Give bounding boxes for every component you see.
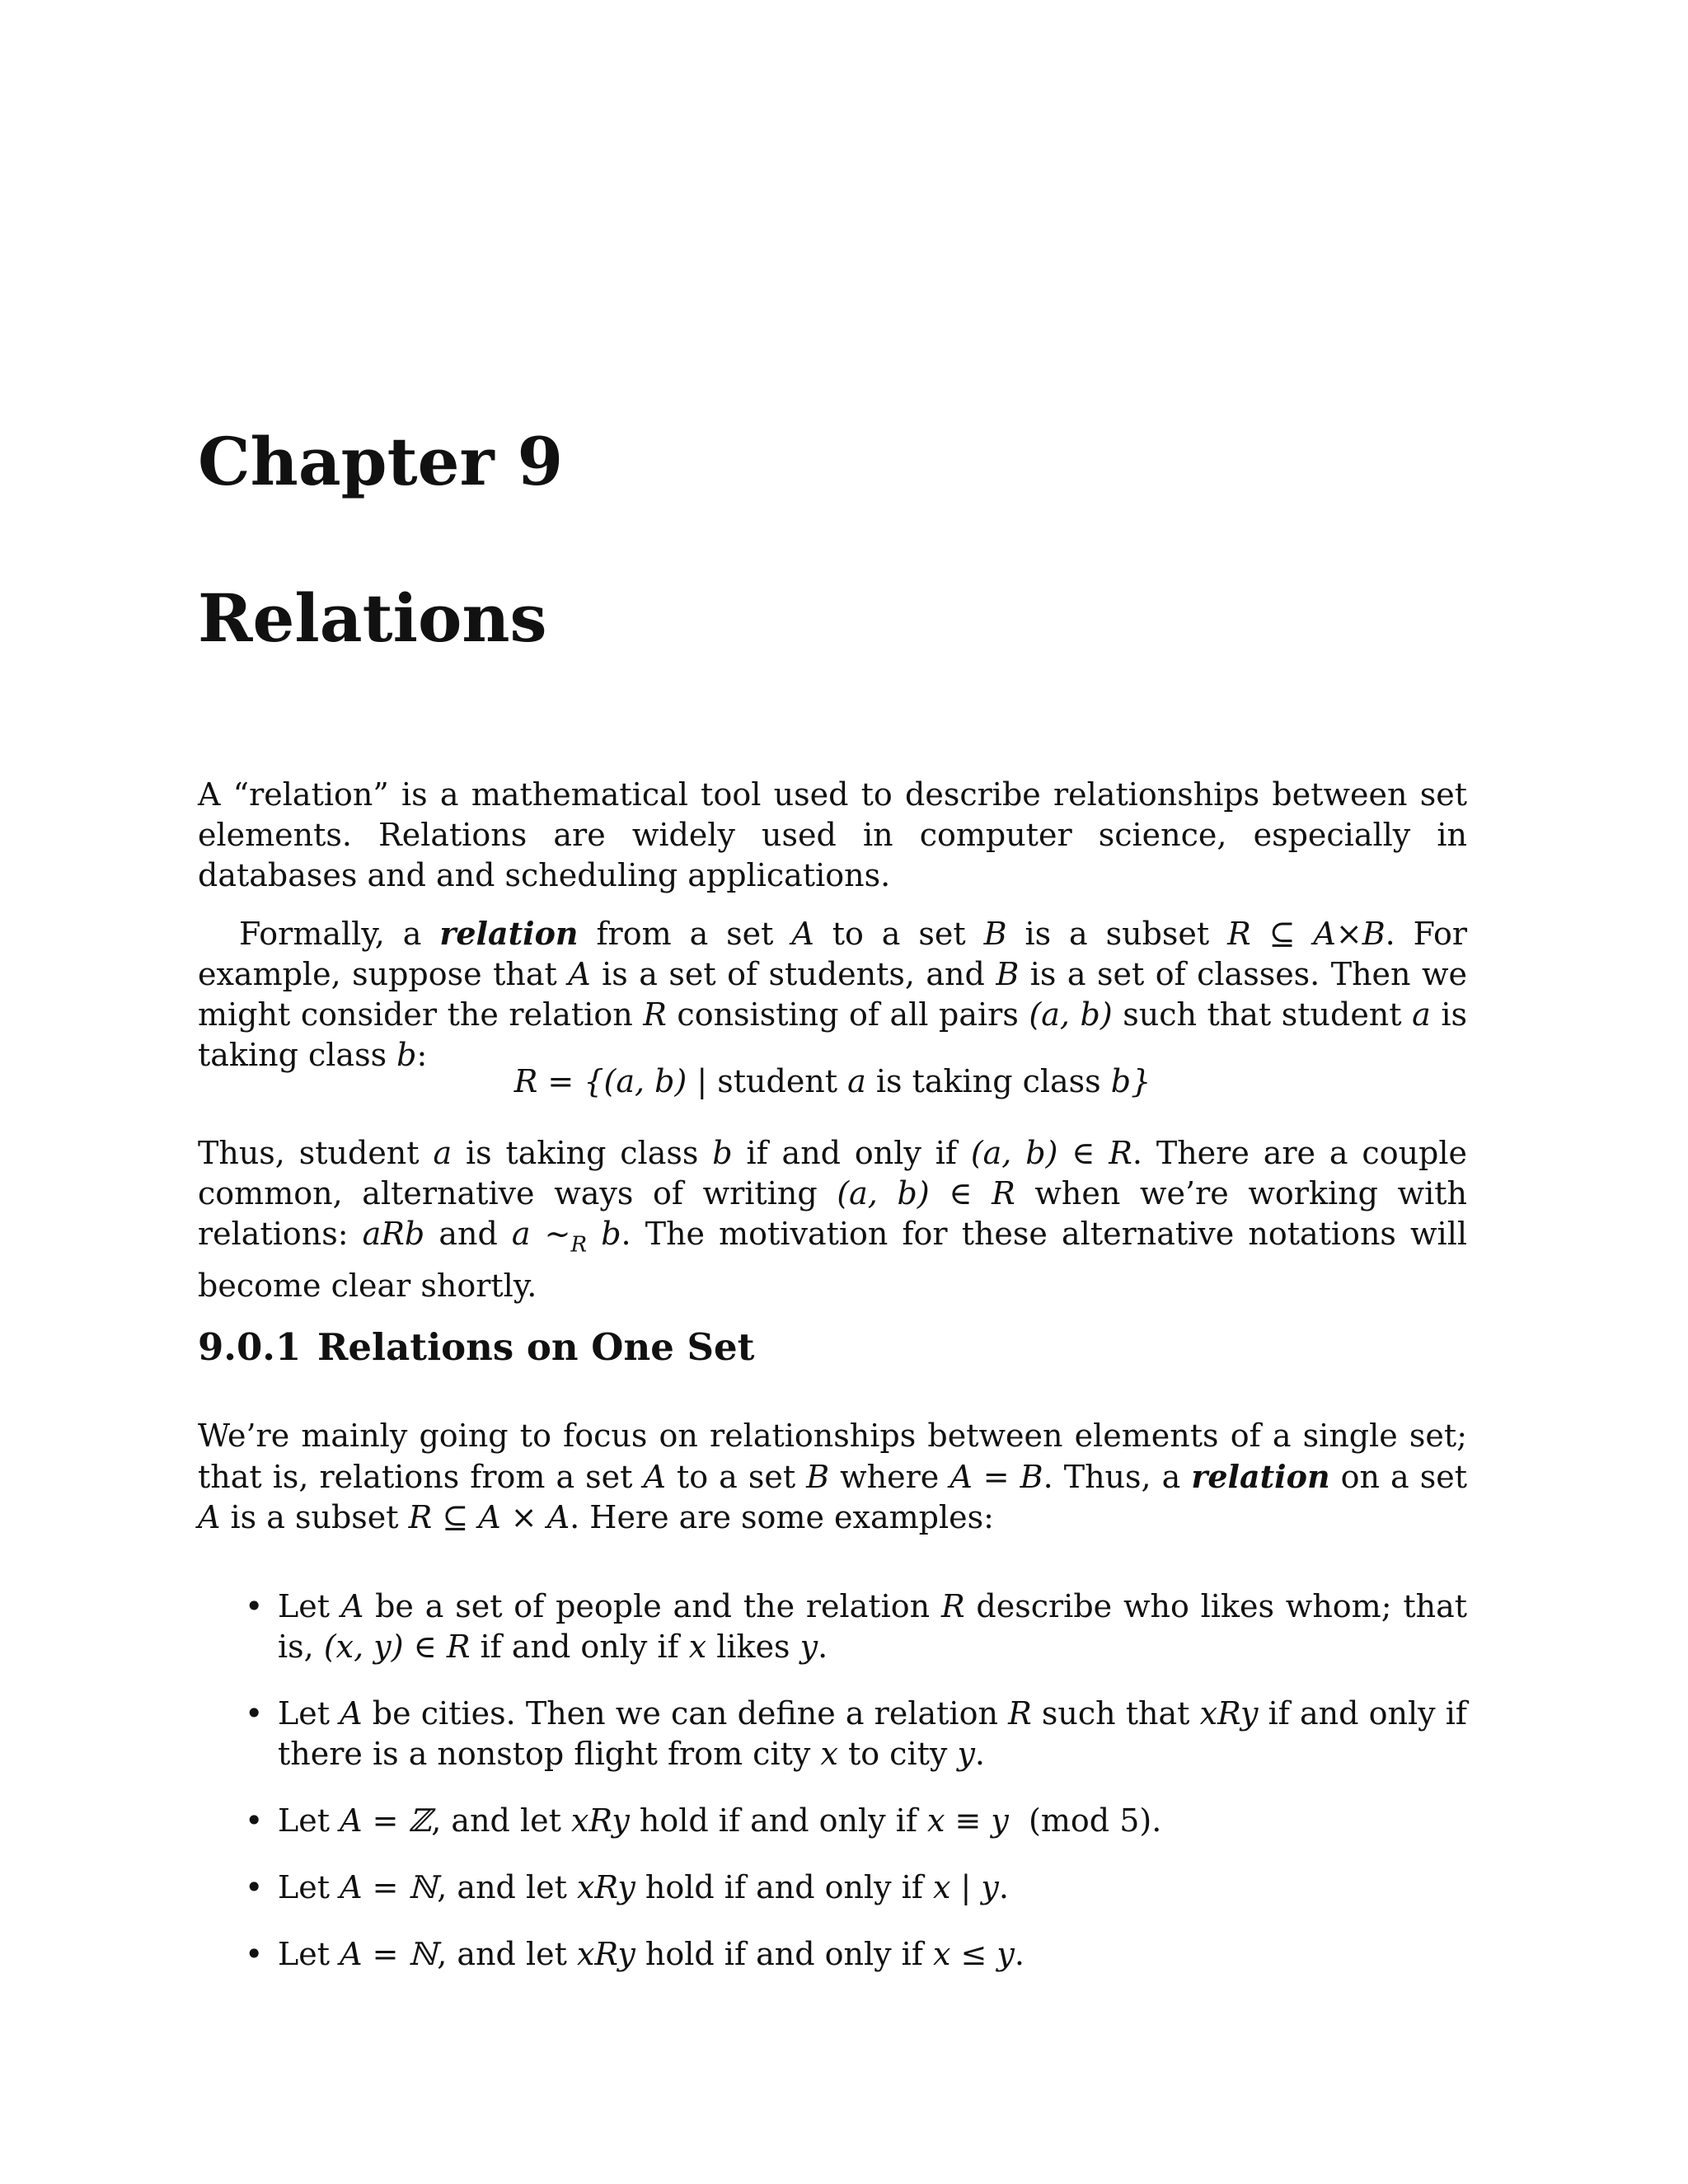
defined-term: relation: [1191, 1458, 1330, 1495]
math-expr: aRb: [362, 1216, 425, 1252]
text-fragment: Let: [278, 1695, 340, 1732]
defined-term: relation: [439, 915, 579, 952]
text-fragment: to a set: [814, 916, 984, 952]
text-fragment: .: [998, 1869, 1009, 1905]
math-var: y: [799, 1629, 818, 1665]
bullet: •: [245, 1695, 264, 1732]
list-item: [198, 1801, 1467, 1841]
intro-paragraph-1: [198, 775, 1467, 896]
math-var: A: [568, 956, 591, 992]
math-expr: a ∼: [511, 1216, 571, 1252]
math-var: B: [996, 956, 1020, 992]
text-fragment: such that: [1031, 1695, 1200, 1732]
math-expr: A = B: [950, 1459, 1043, 1495]
text-fragment: likes: [706, 1629, 800, 1665]
chapter-number: Chapter 9: [198, 423, 564, 500]
text-fragment: hold if and only if: [629, 1802, 927, 1839]
intro-paragraph-2: [198, 913, 1467, 1076]
text-fragment: Formally, a: [239, 916, 440, 952]
intro-paragraph-3: [198, 1133, 1467, 1306]
text-fragment: when we’re working with relations:: [198, 1175, 1467, 1252]
text-fragment: and: [424, 1216, 512, 1252]
text-fragment: . There are a couple common, alternative ways of writing: [198, 1135, 1468, 1212]
list-item: [198, 1694, 1467, 1774]
list-item: [198, 1934, 1467, 1975]
math-expr: (a, b) ∈ R: [970, 1135, 1132, 1171]
section-heading: [198, 1325, 1467, 1369]
math-var: y: [957, 1736, 975, 1772]
text-fragment: to a set: [665, 1459, 807, 1495]
math-expr: A = ℕ: [340, 1869, 438, 1905]
text-fragment: if and only if: [470, 1629, 689, 1665]
text-fragment: be cities. Then we can define a relation: [362, 1695, 1009, 1732]
math-expr: A = ℕ: [340, 1936, 438, 1972]
math-var: A: [198, 1499, 221, 1535]
list-item: [198, 1868, 1467, 1908]
display-equation: [198, 1062, 1467, 1102]
bullet: •: [245, 1802, 264, 1839]
text-fragment: is taking class: [198, 996, 1467, 1073]
math-var: b: [1110, 1063, 1132, 1099]
text-fragment: , and let: [431, 1802, 571, 1839]
math-expr: (mod 5): [1029, 1802, 1152, 1839]
math-var: B: [983, 916, 1007, 952]
intro-text: A “relation” is a mathematical tool used to describe relationships between set elements. Relations are widely used in computer science, especially in databases and and scheduling applications.: [198, 776, 1467, 893]
math-expr: xRy: [570, 1802, 630, 1839]
text-fragment: hold if and only if: [635, 1936, 933, 1972]
math-expr: R ⊆ A×B: [1227, 916, 1386, 952]
text-fragment: is taking class: [452, 1135, 713, 1171]
text-fragment: such that student: [1112, 996, 1413, 1033]
text-fragment: is taking class: [865, 1063, 1111, 1099]
math-var: b: [396, 1037, 417, 1073]
section-number: 9.0.1: [198, 1325, 302, 1369]
math-var: R: [446, 1629, 471, 1665]
math-var: x: [688, 1629, 707, 1665]
math-var: R: [643, 996, 667, 1033]
math-var: A: [340, 1588, 364, 1624]
text-fragment: :: [416, 1037, 428, 1073]
section-title: Relations on One Set: [317, 1325, 755, 1369]
math-expr: }: [1131, 1063, 1151, 1099]
math-expr: (x, y) ∈: [323, 1629, 437, 1665]
text-fragment: hold if and only if: [635, 1869, 933, 1905]
text-fragment: Thus, student: [198, 1135, 434, 1171]
text-fragment: student: [717, 1063, 848, 1099]
text-fragment: . For example, suppose that: [198, 916, 1467, 992]
bullet: •: [245, 1869, 264, 1905]
math-expr: xRy: [1199, 1695, 1259, 1732]
math-expr: R = {(a, b) |: [513, 1063, 718, 1099]
text-fragment: describe who likes whom; that is,: [278, 1588, 1468, 1665]
math-var: a: [433, 1135, 452, 1171]
text-fragment: Let: [278, 1869, 340, 1905]
examples-list: [198, 1586, 1467, 2001]
text-fragment: is a set of classes. Then we might consider the relation: [198, 956, 1467, 1033]
math-expr: (a, b): [1029, 996, 1113, 1033]
text-fragment: if and only if: [732, 1135, 971, 1171]
text-fragment: if and only if there is a nonstop flight from city: [278, 1695, 1467, 1772]
text-fragment: .: [974, 1736, 985, 1772]
text-fragment: Let: [278, 1588, 341, 1624]
math-var: b: [712, 1135, 733, 1171]
math-var: A: [791, 916, 814, 952]
text-fragment: .: [818, 1629, 828, 1665]
chapter-title: Relations: [198, 579, 547, 657]
math-var: A: [340, 1695, 363, 1732]
math-var: a: [1412, 996, 1431, 1033]
text-fragment: be a set of people and the relation: [363, 1588, 941, 1624]
text-fragment: . The motivation for these alternative notations will become clear shortly.: [198, 1216, 1468, 1304]
text-fragment: is a subset: [1006, 916, 1228, 952]
math-expr: A = ℤ: [340, 1802, 432, 1839]
text-fragment: , and let: [437, 1869, 577, 1905]
text-fragment: on a set: [1329, 1459, 1467, 1495]
math-expr: xRy: [576, 1936, 635, 1972]
math-expr: xRy: [576, 1869, 635, 1905]
text-fragment: is a subset: [220, 1499, 409, 1535]
text-fragment: .: [1014, 1936, 1025, 1972]
text-fragment: where: [829, 1459, 950, 1495]
math-var: A: [643, 1459, 666, 1495]
math-var: a: [847, 1063, 866, 1099]
bullet: •: [245, 1588, 264, 1624]
text-fragment: to city: [837, 1736, 958, 1772]
text-fragment: is a set of students, and: [590, 956, 996, 992]
text-fragment: . Here are some examples:: [570, 1499, 994, 1535]
math-expr: b: [587, 1216, 621, 1252]
math-expr: x ≤ y: [932, 1936, 1015, 1972]
math-expr: (a, b) ∈ R: [837, 1175, 1015, 1212]
math-expr: x | y: [932, 1869, 999, 1905]
math-expr: R ⊆ A × A: [408, 1499, 570, 1535]
math-expr: x ≡ y: [926, 1802, 1009, 1839]
text-fragment: Let: [278, 1802, 340, 1839]
text-fragment: .: [1151, 1802, 1162, 1839]
math-var: B: [806, 1459, 830, 1495]
text-fragment: , and let: [437, 1936, 577, 1972]
text-fragment: Let: [278, 1936, 340, 1972]
text-fragment: . Thus, a: [1043, 1459, 1192, 1495]
math-subscript: R: [570, 1232, 588, 1258]
section-paragraph: [198, 1416, 1467, 1538]
text-fragment: consisting of all pairs: [666, 996, 1029, 1033]
math-var: x: [820, 1736, 838, 1772]
list-item: [198, 1586, 1467, 1667]
math-var: R: [940, 1588, 965, 1624]
text-fragment: from a set: [578, 916, 792, 952]
text-fragment: We’re mainly going to focus on relationships between elements of a single set; that is, relations from a set: [198, 1418, 1467, 1495]
bullet: •: [245, 1936, 264, 1972]
math-var: R: [1008, 1695, 1032, 1732]
